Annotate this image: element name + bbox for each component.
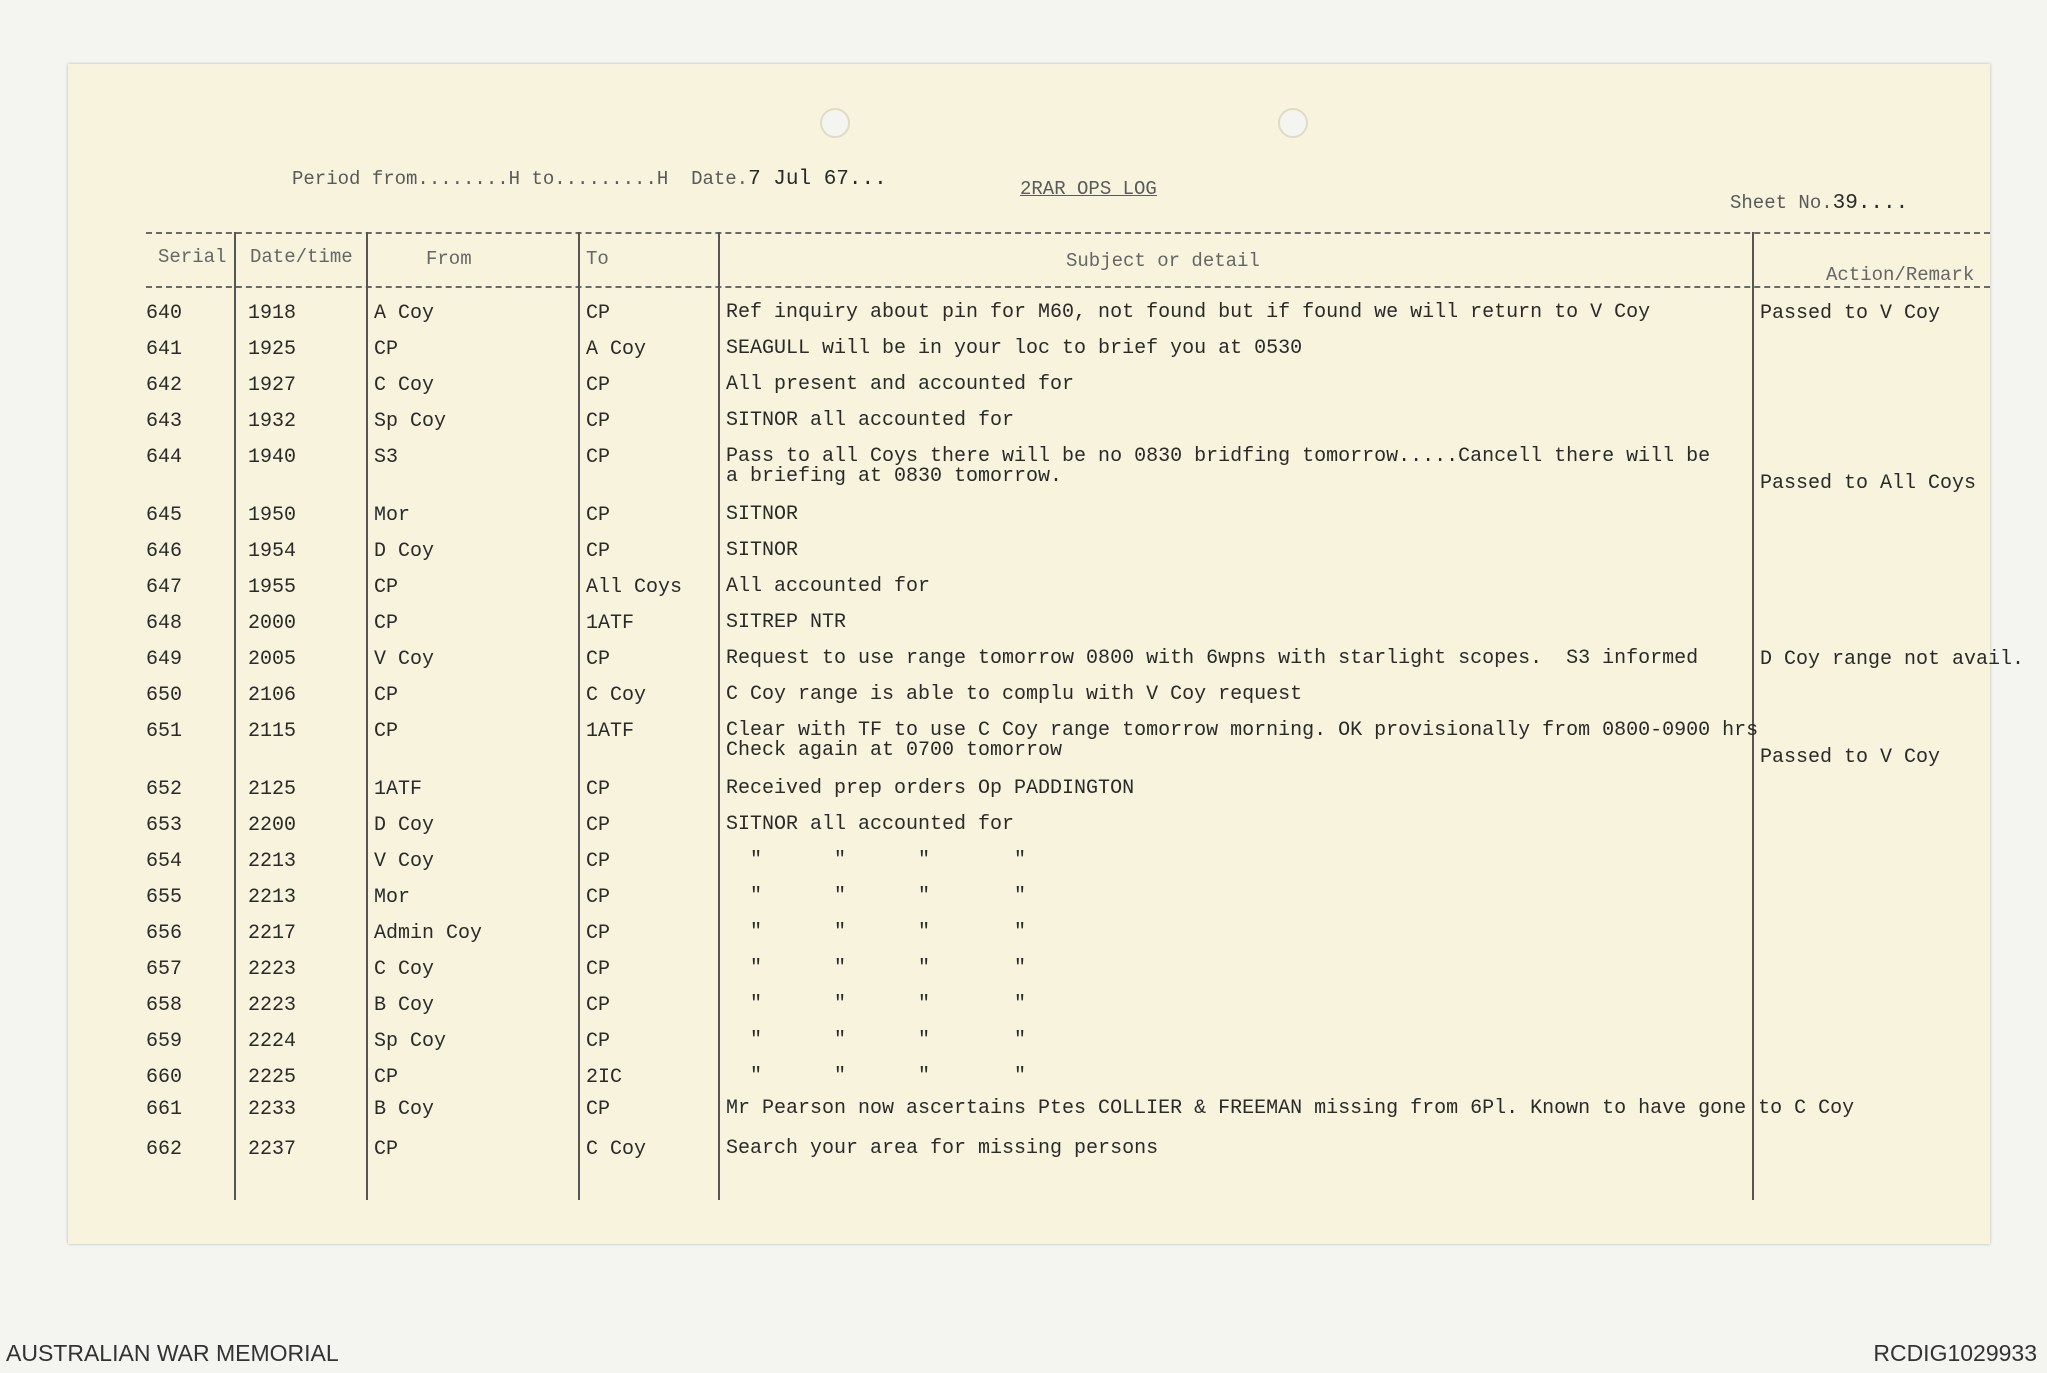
- column-divider: [578, 232, 580, 1200]
- serial-cell: 654: [146, 850, 183, 873]
- from-cell: B Coy: [374, 1098, 435, 1121]
- footer-id: RCDIG1029933: [1873, 1340, 2037, 1366]
- time-cell: 2233: [248, 1098, 297, 1121]
- serial-cell: 648: [146, 612, 183, 635]
- serial-cell: 657: [146, 958, 183, 981]
- subject-cell: " " " ": [726, 993, 1027, 1016]
- from-cell: D Coy: [374, 540, 435, 563]
- to-cell: 1ATF: [586, 720, 635, 743]
- from-cell: CP: [374, 612, 399, 635]
- log-title: 2RAR OPS LOG: [1020, 178, 1157, 200]
- to-cell: All Coys: [586, 576, 683, 599]
- subject-cell: Mr Pearson now ascertains Ptes COLLIER & FREEMAN missing from 6Pl. Known to have gone to C Coy: [726, 1097, 1855, 1120]
- to-cell: CP: [586, 958, 611, 981]
- serial-cell: 645: [146, 504, 183, 527]
- serial-cell: 653: [146, 814, 183, 837]
- action-cell: Passed to V Coy: [1760, 302, 1941, 325]
- from-cell: V Coy: [374, 850, 435, 873]
- serial-cell: 655: [146, 886, 183, 909]
- to-cell: CP: [586, 1098, 611, 1121]
- subject-cell: SITNOR: [726, 539, 799, 562]
- punch-hole: [820, 108, 850, 138]
- serial-cell: 652: [146, 778, 183, 801]
- from-cell: CP: [374, 1066, 399, 1089]
- header-time: Date/time: [250, 246, 353, 268]
- to-cell: CP: [586, 850, 611, 873]
- to-cell: CP: [586, 994, 611, 1017]
- date-value: 7 Jul 67...: [748, 168, 887, 191]
- time-cell: 1955: [248, 576, 297, 599]
- to-cell: CP: [586, 446, 611, 469]
- to-cell: CP: [586, 302, 611, 325]
- action-cell: Passed to All Coys: [1760, 472, 1977, 495]
- time-cell: 2237: [248, 1138, 297, 1161]
- subject-cell: Pass to all Coys there will be no 0830 bridfing tomorrow.....Cancell there will be: [726, 445, 1711, 468]
- header-action: Action/Remark: [1826, 264, 1975, 286]
- to-cell: C Coy: [586, 1138, 647, 1161]
- time-cell: 1950: [248, 504, 297, 527]
- time-cell: 1927: [248, 374, 297, 397]
- to-cell: CP: [586, 1030, 611, 1053]
- subject-cell: All present and accounted for: [726, 373, 1075, 396]
- from-cell: D Coy: [374, 814, 435, 837]
- serial-cell: 660: [146, 1066, 183, 1089]
- time-cell: 2223: [248, 958, 297, 981]
- sheet-number: Sheet No.39....: [1730, 192, 1909, 215]
- serial-cell: 649: [146, 648, 183, 671]
- from-cell: CP: [374, 338, 399, 361]
- column-divider: [1752, 232, 1754, 1200]
- serial-cell: 640: [146, 302, 183, 325]
- from-cell: CP: [374, 576, 399, 599]
- to-cell: 2IC: [586, 1066, 623, 1089]
- from-cell: B Coy: [374, 994, 435, 1017]
- to-cell: CP: [586, 540, 611, 563]
- subject-cell: " " " ": [726, 885, 1027, 908]
- serial-cell: 656: [146, 922, 183, 945]
- from-cell: 1ATF: [374, 778, 423, 801]
- from-cell: Mor: [374, 504, 411, 527]
- time-cell: 2224: [248, 1030, 297, 1053]
- header-from: From: [426, 248, 472, 270]
- header-rule: [146, 286, 1990, 288]
- subject-cell-continued: a briefing at 0830 tomorrow.: [726, 465, 1063, 488]
- subject-cell: Request to use range tomorrow 0800 with 6wpns with starlight scopes. S3 informed: [726, 647, 1699, 670]
- action-cell: Passed to V Coy: [1760, 746, 1941, 769]
- serial-cell: 642: [146, 374, 183, 397]
- time-cell: 2213: [248, 886, 297, 909]
- time-cell: 1925: [248, 338, 297, 361]
- time-cell: 2217: [248, 922, 297, 945]
- from-cell: Sp Coy: [374, 410, 447, 433]
- from-cell: CP: [374, 684, 399, 707]
- from-cell: Mor: [374, 886, 411, 909]
- action-cell: D Coy range not avail.: [1760, 648, 2025, 671]
- subject-cell: C Coy range is able to complu with V Coy request: [726, 683, 1303, 706]
- time-cell: 2223: [248, 994, 297, 1017]
- subject-cell: " " " ": [726, 957, 1027, 980]
- subject-cell: " " " ": [726, 921, 1027, 944]
- from-cell: V Coy: [374, 648, 435, 671]
- serial-cell: 644: [146, 446, 183, 469]
- period-field: Period from........H to.........H Date.7 Jul 67...: [292, 168, 887, 191]
- time-cell: 1918: [248, 302, 297, 325]
- from-cell: Sp Coy: [374, 1030, 447, 1053]
- from-cell: CP: [374, 720, 399, 743]
- time-cell: 1932: [248, 410, 297, 433]
- from-cell: CP: [374, 1138, 399, 1161]
- to-cell: CP: [586, 922, 611, 945]
- time-cell: 2225: [248, 1066, 297, 1089]
- time-cell: 2106: [248, 684, 297, 707]
- subject-cell: Search your area for missing persons: [726, 1137, 1159, 1160]
- time-cell: 1940: [248, 446, 297, 469]
- time-cell: 1954: [248, 540, 297, 563]
- subject-cell: Ref inquiry about pin for M60, not found but if found we will return to V Coy: [726, 301, 1651, 324]
- punch-hole: [1278, 108, 1308, 138]
- from-cell: A Coy: [374, 302, 435, 325]
- to-cell: CP: [586, 648, 611, 671]
- serial-cell: 643: [146, 410, 183, 433]
- column-divider: [366, 232, 368, 1200]
- subject-cell: Clear with TF to use C Coy range tomorrow morning. OK provisionally from 0800-0900 hrs: [726, 719, 1759, 742]
- to-cell: 1ATF: [586, 612, 635, 635]
- subject-cell: " " " ": [726, 1029, 1027, 1052]
- subject-cell: All accounted for: [726, 575, 931, 598]
- from-cell: S3: [374, 446, 399, 469]
- header-to: To: [586, 248, 609, 270]
- subject-cell: SITNOR: [726, 503, 799, 526]
- subject-cell: SITREP NTR: [726, 611, 847, 634]
- subject-cell: " " " ": [726, 1065, 1027, 1088]
- from-cell: C Coy: [374, 374, 435, 397]
- to-cell: C Coy: [586, 684, 647, 707]
- log-sheet: [68, 64, 2025, 1244]
- to-cell: CP: [586, 886, 611, 909]
- subject-cell: SITNOR all accounted for: [726, 813, 1015, 836]
- to-cell: A Coy: [586, 338, 647, 361]
- serial-cell: 647: [146, 576, 183, 599]
- serial-cell: 646: [146, 540, 183, 563]
- to-cell: CP: [586, 410, 611, 433]
- serial-cell: 650: [146, 684, 183, 707]
- column-divider: [234, 232, 236, 1200]
- to-cell: CP: [586, 778, 611, 801]
- time-cell: 2005: [248, 648, 297, 671]
- serial-cell: 658: [146, 994, 183, 1017]
- subject-cell: SITNOR all accounted for: [726, 409, 1015, 432]
- time-cell: 2200: [248, 814, 297, 837]
- column-divider: [718, 232, 720, 1200]
- subject-cell: Received prep orders Op PADDINGTON: [726, 777, 1135, 800]
- time-cell: 2125: [248, 778, 297, 801]
- to-cell: CP: [586, 504, 611, 527]
- header-subject: Subject or detail: [1066, 250, 1260, 272]
- to-cell: CP: [586, 374, 611, 397]
- subject-cell: SEAGULL will be in your loc to brief you at 0530: [726, 337, 1303, 360]
- serial-cell: 651: [146, 720, 183, 743]
- time-cell: 2115: [248, 720, 297, 743]
- from-cell: C Coy: [374, 958, 435, 981]
- top-rule: [146, 232, 1990, 234]
- to-cell: CP: [586, 814, 611, 837]
- footer-source: AUSTRALIAN WAR MEMORIAL: [6, 1340, 339, 1366]
- from-cell: Admin Coy: [374, 922, 483, 945]
- serial-cell: 659: [146, 1030, 183, 1053]
- subject-cell: " " " ": [726, 849, 1027, 872]
- serial-cell: 641: [146, 338, 183, 361]
- header-serial: Serial: [158, 246, 227, 268]
- time-cell: 2000: [248, 612, 297, 635]
- serial-cell: 662: [146, 1138, 183, 1161]
- subject-cell-continued: Check again at 0700 tomorrow: [726, 739, 1063, 762]
- serial-cell: 661: [146, 1098, 183, 1121]
- time-cell: 2213: [248, 850, 297, 873]
